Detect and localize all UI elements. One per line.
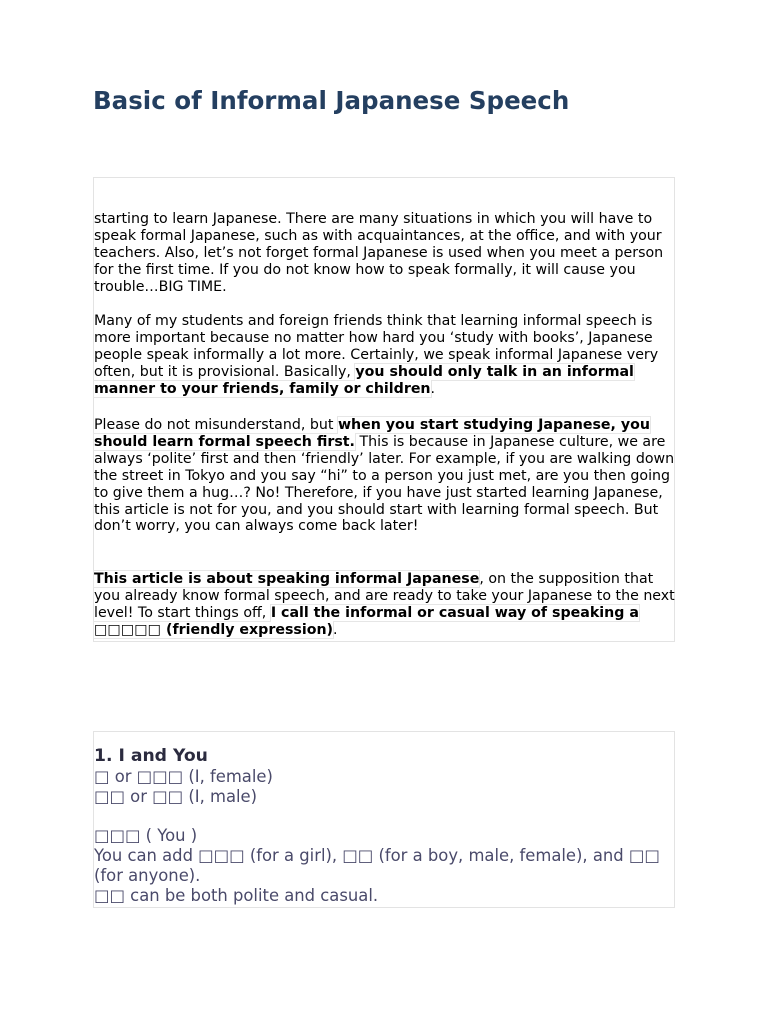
polite-casual-note-line: □□ can be both polite and casual. <box>94 885 379 905</box>
intro-content-box <box>93 177 675 642</box>
pronoun-male-line: □□ or □□ (I, male) <box>94 786 258 806</box>
intro-paragraph-4-highlight-1: This article is about speaking informal Japanese <box>94 571 480 587</box>
intro-paragraph-3 <box>94 417 676 535</box>
spacer <box>94 806 676 826</box>
section-i-and-you-box <box>93 731 675 908</box>
intro-paragraph-4-text: , on the supposition that you already know formal speech, and are ready to take your Japanese to the next level! To start things off, <box>94 571 675 621</box>
intro-paragraph-2-highlight: you should only talk in an informal manner to your friends, family or children <box>94 363 634 397</box>
intro-paragraph-3-text-b: This is because in Japanese culture, we are always ‘polite’ first and then ‘friendly’ later. For example, if you are walking down the street in Tokyo and you say “hi” to a person you just met, are you then going to give them a hug…? No! Therefore, if you have just started learning Japanese, this article is not for you, and you should start with learning formal speech. But don’t worry, you can always come back later! <box>94 433 675 535</box>
section-i-and-you-content <box>94 747 676 905</box>
suffix-note-line: You can add □□□ (for a girl), □□ (for a boy, male, female), and □□ (for anyone). <box>94 845 660 885</box>
intro-paragraph-3-text-a: Please do not misunderstand, but <box>94 417 338 433</box>
pronoun-you-line: □□□ ( You ) <box>94 826 198 846</box>
intro-paragraph-2-text: Many of my students and foreign friends think that learning informal speech is more important because no matter how hard you ‘study with books’, Japanese people speak informally a lot more. Certainly, we speak informal Japanese very often, but it is provisional. Basically, <box>94 313 659 380</box>
intro-paragraph-2 <box>94 313 676 398</box>
intro-paragraph-1: starting to learn Japanese. There are many situations in which you will have to speak formal Japanese, such as with acquaintances, at the office, and with your teachers. Also, let’s not forget formal Japanese is used when you meet a person for the first time. If you do not know how to speak formally, it will cause you trouble…BIG TIME. <box>94 211 664 295</box>
pronoun-female-line: □ or □□□ (I, female) <box>94 766 273 786</box>
intro-paragraph-4-end: . <box>333 621 338 638</box>
section-heading: 1. I and You <box>94 746 208 766</box>
intro-paragraph-3-highlight: when you start studying Japanese, you should learn formal speech first. <box>94 417 650 450</box>
intro-paragraph-4-highlight-2: I call the informal or casual way of speaking a □□□□□ (friendly expression) <box>94 604 639 638</box>
intro-paragraph-2-end: . <box>430 380 436 397</box>
page-title: Basic of Informal Japanese Speech <box>93 86 570 115</box>
intro-paragraph-4 <box>94 571 676 639</box>
